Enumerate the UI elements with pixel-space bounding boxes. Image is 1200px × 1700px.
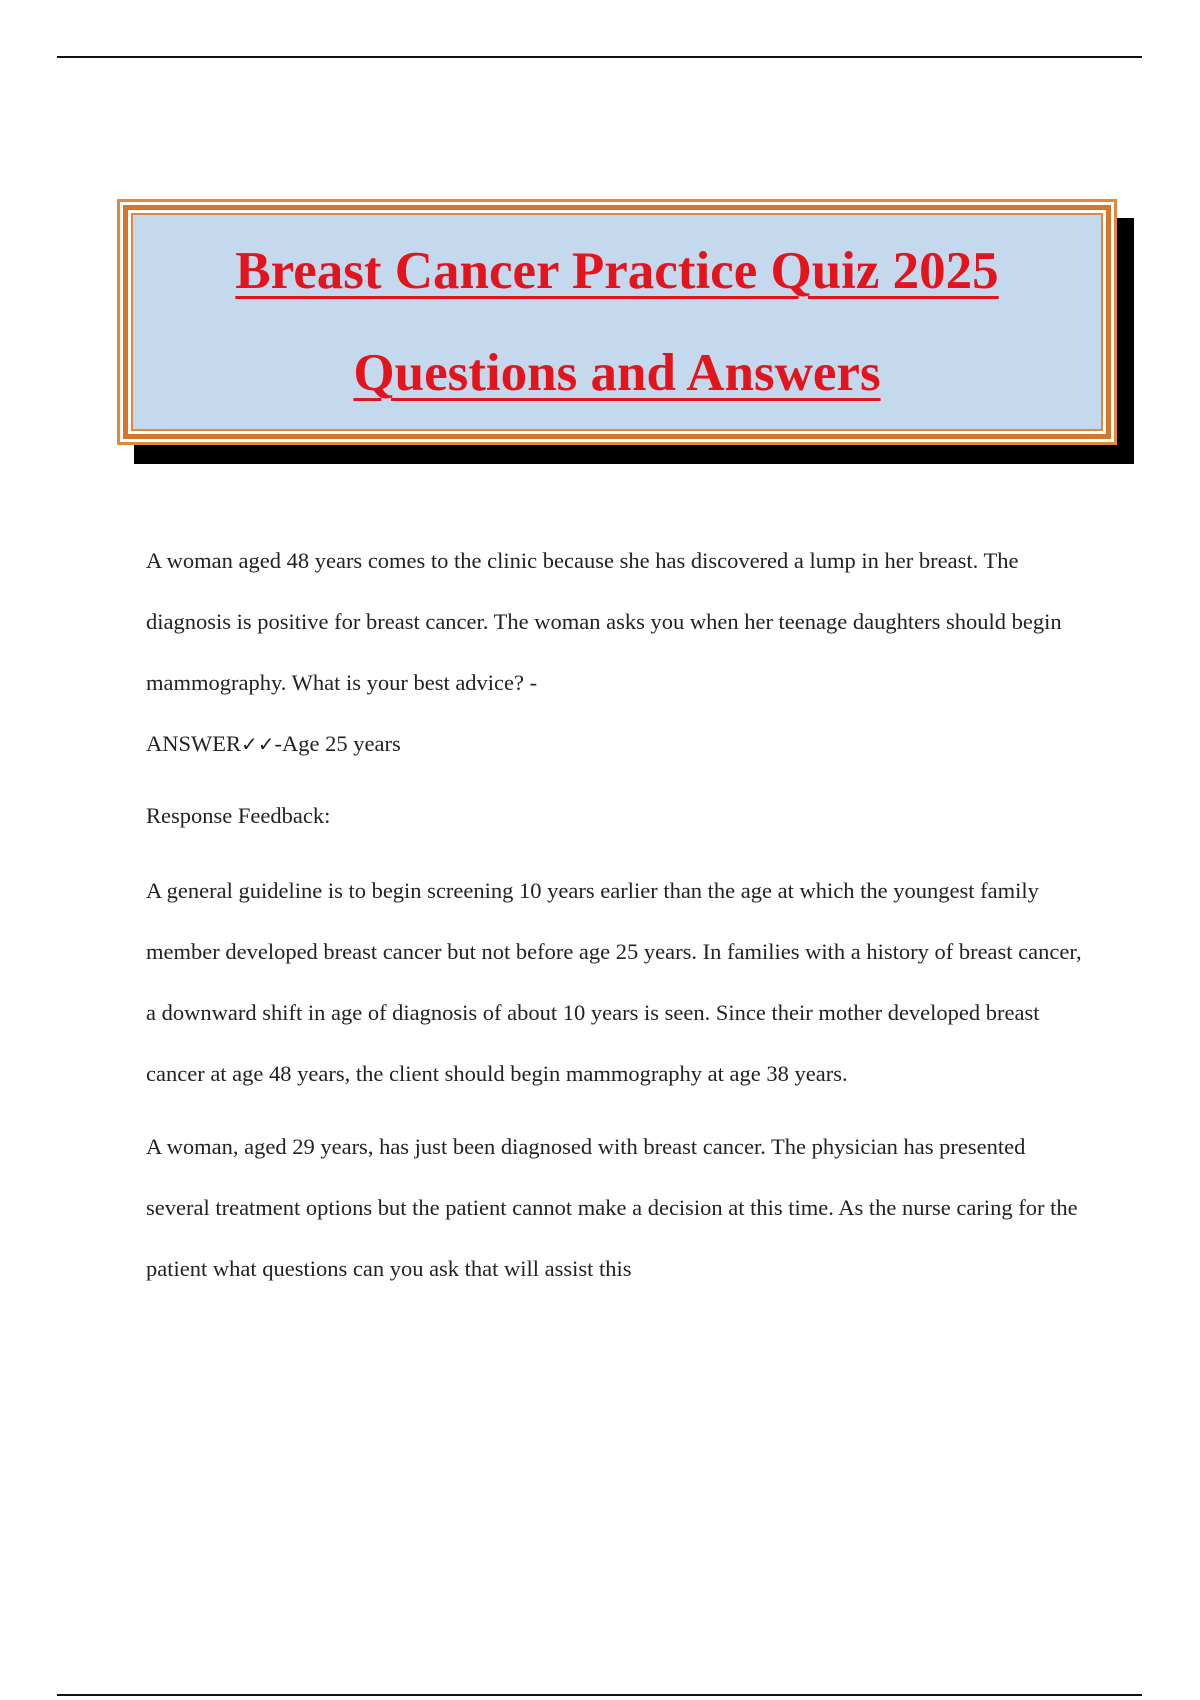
document-body xyxy=(146,530,1086,1299)
question-1-answer xyxy=(146,713,1086,775)
title-box xyxy=(117,199,1117,445)
header-rule xyxy=(57,56,1142,58)
document-title-line-2: Questions and Answers xyxy=(353,344,881,402)
question-1-text: A woman aged 48 years comes to the clinic because she has discovered a lump in her breast. The diagnosis is positive for breast cancer. The woman asks you when her teenage daughters should begin mammography. What is your best advice? - xyxy=(146,548,1062,695)
checkmark-icon: ✓✓ xyxy=(241,732,275,756)
title-box-border xyxy=(123,205,1111,439)
answer-label: ANSWER xyxy=(146,731,241,756)
feedback-label: Response Feedback: xyxy=(146,803,331,828)
document-title-line-1: Breast Cancer Practice Quiz 2025 xyxy=(235,242,999,300)
question-1-feedback: A general guideline is to begin screening 10 years earlier than the age at which the youngest family member developed breast cancer but not before age 25 years. In families with a history of breast cancer, a downward shift in age of diagnosis of about 10 years is seen. Since their mother developed breast cancer at age 48 years, the client should begin mammography at age 38 years. xyxy=(146,878,1082,1086)
footer-rule xyxy=(57,1694,1142,1696)
paragraph-spacer xyxy=(146,1104,1086,1116)
answer-text: -Age 25 years xyxy=(274,731,401,756)
title-box-panel xyxy=(131,213,1103,431)
question-2-text: A woman, aged 29 years, has just been diagnosed with breast cancer. The physician has presented several treatment options but the patient cannot make a decision at this time. As the nurse caring for the patient what questions can you ask that will assist this xyxy=(146,1134,1078,1281)
